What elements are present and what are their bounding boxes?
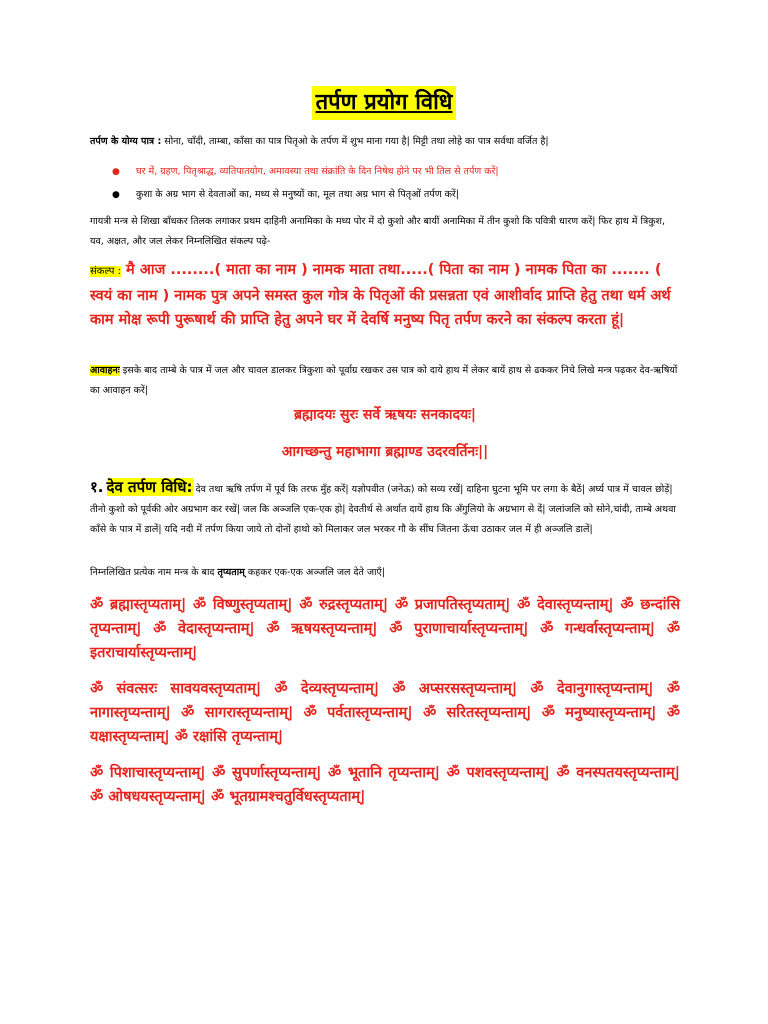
intro-label: तर्पण के योग्य पात्र : xyxy=(90,136,162,147)
intro-paragraph xyxy=(90,132,680,152)
section-heading: देव तर्पण विधि: xyxy=(106,478,193,496)
page-title: तर्पण प्रयोग विधि xyxy=(312,86,457,120)
mantra-paragraph-1: ॐ ब्रह्मास्तृप्यताम्| ॐ विष्णुस्तृप्यताम्| ॐ रुद्रस्तृप्यताम्| ॐ प्रजापतिस्तृप्यताम्| ॐ देवास्तृप्यन्ताम्| ॐ छन्दांसि तृप्यन्ताम्| ॐ वेदास्तृप्यन्ताम्| ॐ ऋषयस्तृप्यन्ताम्| ॐ पुराणाचार्यास्तृप्यन्ताम्| ॐ गन्धर्वास्तृप्यन्ताम्| ॐ इतराचार्यास्तृप्यन्ताम्| xyxy=(90,597,680,661)
instruction-after: कहकर एक-एक अञ्जलि जल देते जाएँ| xyxy=(247,567,385,578)
section-number: १. xyxy=(90,478,104,496)
dev-tarpan-section xyxy=(90,477,680,540)
sankalp-paragraph xyxy=(90,258,680,332)
avahan-mantra-line-2: आगच्छन्तु महाभागा ब्रह्माण्ड उदरवर्तिनः|| xyxy=(281,444,489,460)
avahan-label: आवाहनः xyxy=(90,365,120,376)
avahan-mantra-line-1: ब्रह्मादयः सुरः सर्वे ऋषयः सनकादयः| xyxy=(293,407,477,423)
bullet-item-2: ● कुशा के अग्र भाग से देवताओं का, मध्य से मनुष्यों का, मूल तथा अग्र भाग से पितृओं तर्पण करें| xyxy=(112,185,672,205)
sankalp-text: मै आज ........( माता का नाम ) नामक माता तथा.....( पिता का नाम ) नामक पिता का ....... ( स्वयं का नाम ) नामक पुत्र अपने समस्त कुल गोत्र के पितृओं की प्रसन्नता एवं आशीर्वाद प्राप्ति हेतु तथा धर्म अर्थ काम मोक्ष रूपी पुरूषार्थ की प्राप्ति हेतु अपने घर में देवर्षि मनुष्य पितृ तर्पण करने का संकल्प करता हूं| xyxy=(90,262,671,328)
instruction-line xyxy=(90,563,680,583)
instruction-bold: तृप्यताम् xyxy=(217,567,245,578)
bullet-item-1: ● घर में, ग्रहण, पितृश्राद्ध, व्यतिपातयोग, अमावस्या तथा संक्रांति के दिन निषेध होने पर भी तिल से तर्पण करें| xyxy=(112,162,672,182)
mantra-paragraph-3: ॐ पिशाचास्तृप्यन्ताम्| ॐ सुपर्णास्तृप्यन्ताम्| ॐ भूतानि तृप्यन्ताम्| ॐ पशवस्तृप्यन्ताम्| ॐ वनस्पतयस्तृप्यन्ताम्| ॐ ओषधयस्तृप्यन्ताम्| ॐ भूतग्रामश्चतुर्विधस्तृप्यताम्| xyxy=(90,765,680,805)
bullet-list xyxy=(112,162,672,208)
avahan-text: इसके बाद ताम्बे के पात्र में जल और चावल डालकर त्रिकुशा को पूर्वाग्र रखकर उस पात्र को दाये हाथ में लेकर बायें हाथ से ढककर निचे लिखे मन्त्र पढ़कर देव-ऋषियों का आवाहन करें| xyxy=(90,365,678,396)
dev-tarpan-text: देव तथा ऋषि तर्पण में पूर्व कि तरफ मुँह करें| यज्ञोपवीत (जनेऊ) को सव्य रखें| दाहिना घुटना भूमि पर लगा के बैठें| अर्घ्य पात्र में चावल छोड़ें| तीनो कुशो को पूर्वकी ओर अग्रभाग कर रखें| जल कि अञ्जलि एक-एक हो| देवतीर्थ से अर्थात दायें हाथ कि अँगुलियो के अग्रभाग से दें| जलांजलि को सोने,चांदी, ताम्बे अथवा काँसे के पात्र में डालें| यदि नदी में तर्पण किया जाये तो दोनों हाथो को मिलाकर जल भरकर गौ के सींघ जितना ऊँचा उठाकर जल में ही अञ्जलि डालें| xyxy=(90,484,676,535)
intro-text: सोना, चाँदी, ताम्बा, काँसा का पात्र पितृओ के तर्पण में शुभ माना गया है| मिट्टी तथा लोहे का पात्र सर्वथा वर्जित है| xyxy=(164,136,549,147)
title-wrap xyxy=(0,86,768,120)
sankalp-label: संकल्प : xyxy=(90,266,121,277)
gayatri-paragraph: गायत्री मन्त्र से शिखा बाँधकर तिलक लगाकर प्रथम दाहिनी अनामिका के मध्य पोर में दो कुशो और बायीं अनामिका में तीन कुशो कि पवित्री धारण करें| फिर हाथ में त्रिकुश, यव, अक्षत, और जल लेकर निम्नलिखित संकल्प पढ़े- xyxy=(90,216,665,247)
mantra-paragraph-2: ॐ संवत्सरः सावयवस्तृप्यताम्| ॐ देव्यस्तृप्यन्ताम्| ॐ अप्सरसस्तृप्यन्ताम्| ॐ देवानुगास्तृप्यन्ताम्| ॐ नागास्तृप्यन्ताम्| ॐ सागरास्तृप्यन्ताम्| ॐ पर्वतास्तृप्यन्ताम्| ॐ सरितस्तृप्यन्ताम्| ॐ मनुष्यास्तृप्यन्ताम्| ॐ यक्षास्तृप्यन्ताम्| ॐ रक्षांसि तृप्यन्ताम्| xyxy=(90,681,680,745)
instruction-before: निम्नलिखित प्रत्येक नाम मन्त्र के बाद xyxy=(90,567,215,578)
avahan-paragraph xyxy=(90,361,680,401)
